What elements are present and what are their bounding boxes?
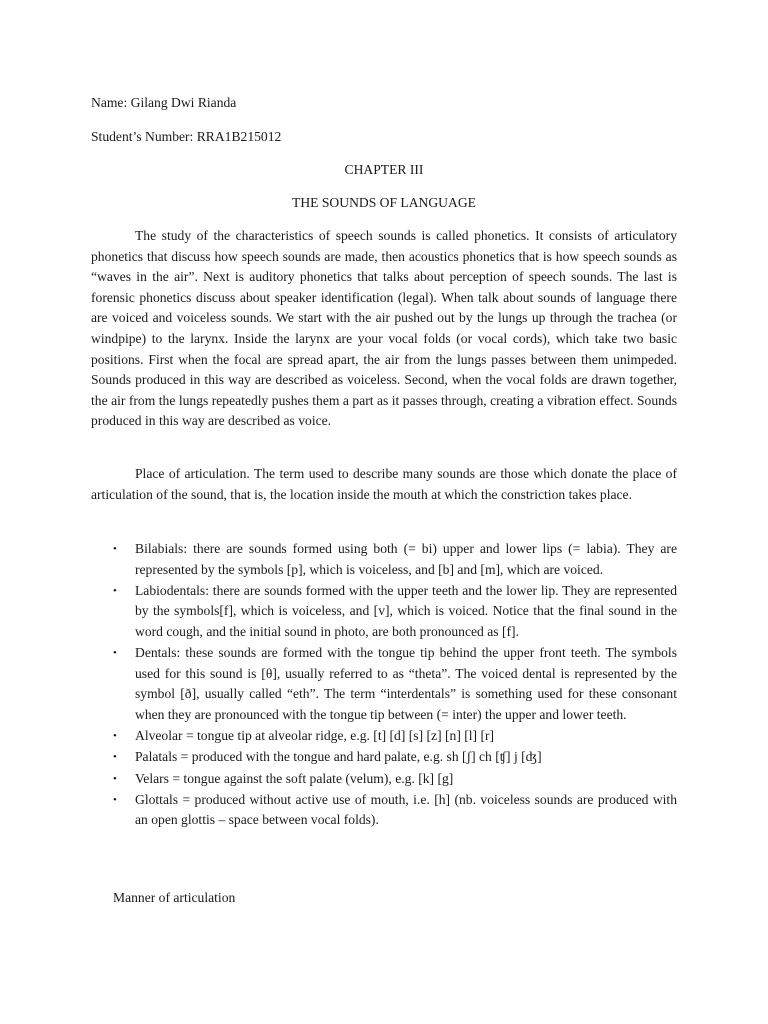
list-item-text: Bilabials: there are sounds formed using both (= bi) upper and lower lips (= labia). They are represented by the symbols [p], which is voiceless, and [b] and [m], which are voiced. [135,541,677,577]
list-item-text: Alveolar = tongue tip at alveolar ridge, e.g. [t] [d] [s] [z] [n] [l] [r] [135,728,495,744]
section-subheading: Manner of articulation [113,890,236,905]
list-item-text: Glottals = produced without active use of mouth, i.e. [h] (nb. voiceless sounds are produced with an open glottis – space between vocal folds). [135,791,677,828]
list-item [91,539,677,580]
student-number: Student’s Number: RRA1B215012 [91,129,282,144]
list-item [91,643,677,725]
bullet-icon: • [113,543,117,555]
bullet-icon: • [113,793,117,806]
list-item [91,790,677,831]
paragraph-place-of-articulation: Place of articulation. The term used to describe many sounds are those which donate the place of articulation of the sound, that is, the location inside the mouth at which the constriction takes place. [91,466,677,502]
bullet-icon: • [113,584,117,597]
paragraph-phonetics: The study of the characteristics of speech sounds is called phonetics. It consists of articulatory phonetics that discuss how speech sounds are made, then acoustics phonetics that is how speech sounds as “waves in the air”. Next is auditory phonetics that talks about perception of speech sounds. The last is forensic phonetics discuss about speaker identification (legal). When talk about sounds of language there are voiced and voiceless sounds. We start with the air pushed out by the lungs up through the trachea (or windpipe) to the larynx. Inside the larynx are your vocal folds (or vocal cords), which take two basic positions. First when the focal are spread apart, the air from the lungs passes between them unimpeded. Sounds produced in this way are described as voiceless. Second, when the vocal folds are drawn together, the air from the lungs repeatedly pushes them a part as it passes through, creating a vibration effect. Sounds produced in this way are described as voice. [91,228,677,429]
chapter-title: THE SOUNDS OF LANGUAGE [292,195,476,210]
list-item-text: Palatals = produced with the tongue and hard palate, e.g. sh [ʃ] ch [ʧ] j [ʤ] [135,749,542,765]
list-item-text: Velars = tongue against the soft palate (velum), e.g. [k] [g] [135,770,454,786]
chapter-heading: CHAPTER III [344,162,424,177]
articulation-list [91,539,677,831]
list-item [91,747,677,768]
bullet-icon: • [113,751,117,764]
bullet-icon: • [113,772,117,785]
list-item [91,769,677,790]
bullet-icon: • [113,647,117,660]
list-item [91,581,677,643]
bullet-icon: • [113,730,117,743]
list-item [91,726,677,747]
student-name: Name: Gilang Dwi Rianda [91,95,237,110]
list-item-text: Dentals: these sounds are formed with the tongue tip behind the upper front teeth. The symbols used for this sound is [θ], usually referred to as “theta”. The voiced dental is represented by the symbol [ð], usually called “eth”. The term “interdentals” is something used for these consonant when they are pronounced with the tongue tip between (= inter) the upper and lower teeth. [135,645,677,722]
list-item-text: Labiodentals: there are sounds formed with the upper teeth and the lower lip. They are represented by the symbols[f], which is voiceless, and [v], which is voiced. Notice that the final sound in the word cough, and the initial sound in photo, are both pronounced as [f]. [135,582,677,639]
